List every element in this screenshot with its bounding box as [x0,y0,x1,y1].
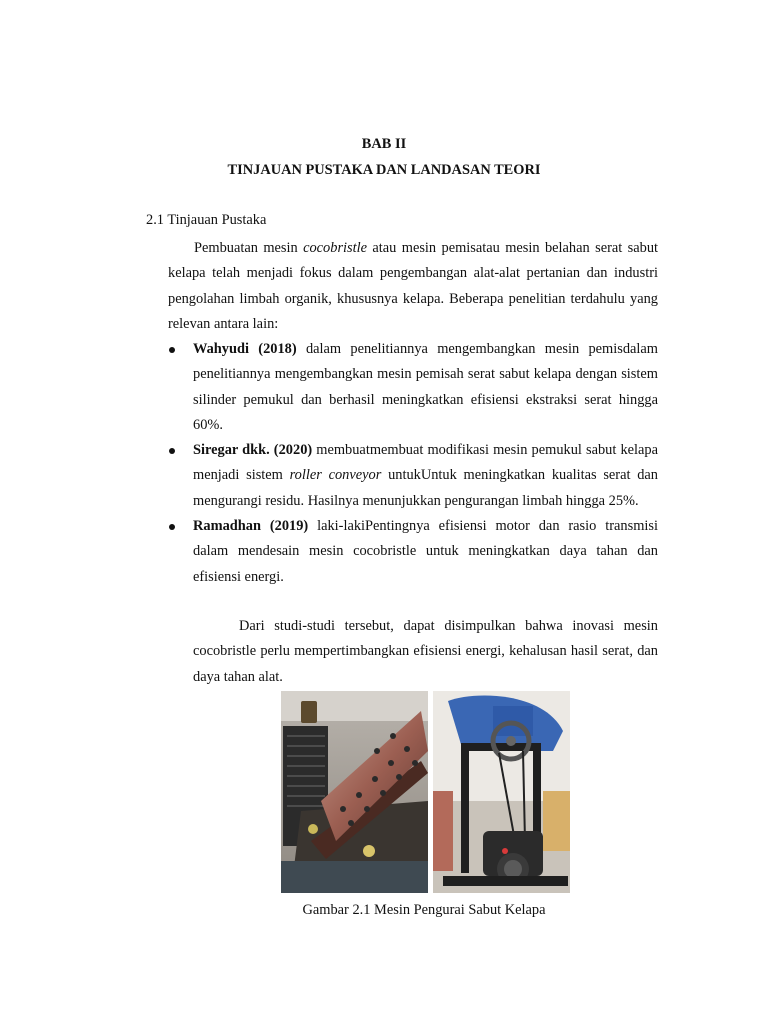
citation-author: Ramadhan (2019) [193,518,309,535]
chapter-heading: BAB II [361,136,407,152]
figure-photo-motor [433,691,570,893]
section-heading: 2.1 Tinjauan Pustaka [146,212,267,228]
list-item-ramadhan [168,514,658,590]
list-item-wahyudi [168,337,658,438]
conclusion-paragraph: Dari studi-studi tersebut, dapat disimpulkan bahwa inovasi mesin cocobristle perlu mempertimbangkan efisiensi energi, kehalusan hasil serat, dan daya tahan alat. [193,618,658,685]
citation-author: Siregar dkk. (2020) [193,442,313,459]
citation-text: dalam penelitiannya mengembangkan mesin pemisdalam penelitiannya mengembangkan mesin pemisah serat sabut kelapa dengan sistem silinder pemukul dan berhasil meningkatkan efisiensi ekstraksi serat hingga 60%. [193,341,658,433]
list-item-siregar [168,438,658,514]
bullet-icon [169,448,175,454]
citation-text: laki-lakiPentingnya efisiensi motor dan rasio transmisi dalam mendesain mesin cocobristle untuk meningkatkan daya tahan dan efisiensi energi. [193,518,658,585]
chapter-title: TINJAUAN PUSTAKA DAN LANDASAN TEORI [227,162,541,178]
intro-italic-term: cocobristle [303,240,368,256]
citation-italic-term: roller conveyor [289,467,382,484]
bullet-icon [169,524,175,530]
figure-photo-drum [281,691,428,893]
citation-author: Wahyudi (2018) [193,341,297,357]
intro-text-1: Pembuatan mesin [194,240,304,256]
intro-paragraph [168,236,658,337]
citation-text: untukUntuk meningkatkan kualitas serat dan mengurangi residu. Hasilnya menunjukkan pengurangan limbah hingga 25%. [193,467,658,509]
intro-text-2: atau mesin pemisatau mesin belahan serat sabut kelapa telah menjadi fokus dalam pengembangan alat-alat pertanian dan industri pengolahan limbah organik, khususnya kelapa. Beberapa penelitian terdahulu yang relevan antara lain: [168,240,659,332]
citation-text: membuatmembuat modifikasi mesin pemukul sabut kelapa menjadi sistem [193,442,659,484]
figure-caption: Gambar 2.1 Mesin Pengurai Sabut Kelapa [302,902,546,918]
bullet-icon [169,347,175,353]
literature-list [168,337,658,590]
